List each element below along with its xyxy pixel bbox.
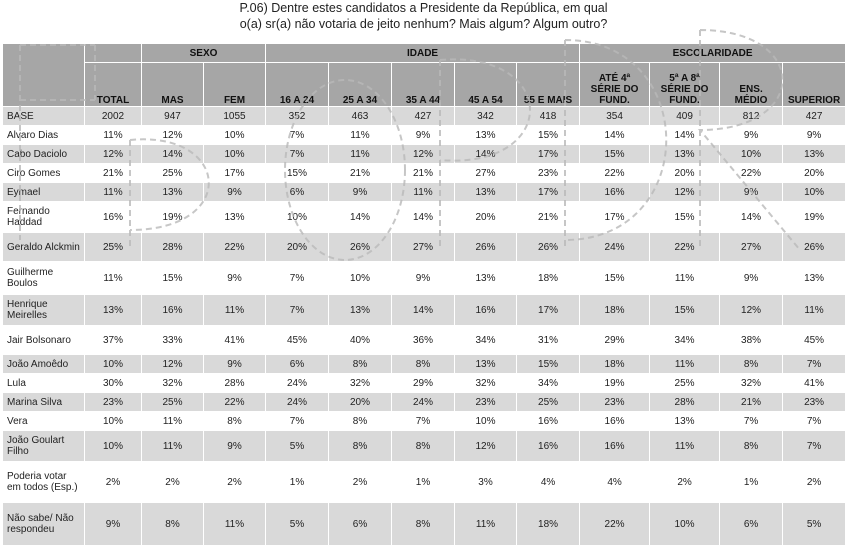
col-35-44: 35 A 44 <box>392 63 454 106</box>
table-cell: 20% <box>650 164 719 182</box>
table-cell: 40% <box>329 326 391 354</box>
table-cell: 16% <box>142 295 203 325</box>
table-cell: 354 <box>580 107 649 125</box>
table-cell: 342 <box>455 107 516 125</box>
table-cell: 4% <box>517 462 579 502</box>
table-cell: 12% <box>720 295 782 325</box>
table-cell: 8% <box>720 355 782 373</box>
table-row <box>3 503 845 545</box>
table-row <box>3 295 845 325</box>
table-row <box>3 374 845 392</box>
table-cell: 8% <box>392 431 454 461</box>
row-label: João Amoêdo <box>3 355 84 373</box>
col-16-24: 16 A 24 <box>266 63 328 106</box>
table-cell: 8% <box>392 355 454 373</box>
table-cell: 21% <box>329 164 391 182</box>
row-label: Guilherme Boulos <box>3 262 84 294</box>
table-cell: 2% <box>142 462 203 502</box>
table-cell: 41% <box>204 326 265 354</box>
table-cell: 5% <box>266 431 328 461</box>
table-cell: 10% <box>85 431 141 461</box>
table-cell: 8% <box>329 412 391 430</box>
table-cell: 7% <box>783 412 845 430</box>
table-cell: 10% <box>204 126 265 144</box>
row-label: Ciro Gomes <box>3 164 84 182</box>
table-cell: 17% <box>580 202 649 232</box>
table-cell: 9% <box>392 126 454 144</box>
table-cell: 27% <box>455 164 516 182</box>
table-cell: 4% <box>580 462 649 502</box>
table-cell: 1% <box>392 462 454 502</box>
table-cell: 7% <box>266 295 328 325</box>
row-label: BASE <box>3 107 84 125</box>
table-cell: 22% <box>580 503 649 545</box>
table-body <box>3 107 845 545</box>
table-cell: 25% <box>142 393 203 411</box>
table-cell: 1055 <box>204 107 265 125</box>
table-cell: 13% <box>783 145 845 163</box>
table-cell: 5% <box>266 503 328 545</box>
table-cell: 14% <box>720 202 782 232</box>
table-cell: 13% <box>455 262 516 294</box>
table-cell: 25% <box>142 164 203 182</box>
table-cell: 27% <box>720 233 782 261</box>
table-cell: 2% <box>85 462 141 502</box>
table-cell: 10% <box>720 145 782 163</box>
table-cell: 14% <box>392 202 454 232</box>
table-cell: 30% <box>85 374 141 392</box>
table-cell: 352 <box>266 107 328 125</box>
table-cell: 15% <box>580 262 649 294</box>
table-cell: 9% <box>720 126 782 144</box>
row-label: Eymael <box>3 183 84 201</box>
table-cell: 17% <box>517 295 579 325</box>
table-row <box>3 145 845 163</box>
table-cell: 2% <box>204 462 265 502</box>
table-cell: 6% <box>720 503 782 545</box>
table-row <box>3 355 845 373</box>
table-cell: 24% <box>392 393 454 411</box>
table-cell: 20% <box>455 202 516 232</box>
table-row <box>3 202 845 232</box>
col-55-mais: 55 E MAIS <box>517 63 579 106</box>
table-cell: 11% <box>329 145 391 163</box>
table-cell: 21% <box>85 164 141 182</box>
table-cell: 427 <box>783 107 845 125</box>
table-cell: 6% <box>266 183 328 201</box>
row-label: Geraldo Alckmin <box>3 233 84 261</box>
table-cell: 10% <box>783 183 845 201</box>
row-label: Poderia votar em todos (Esp.) <box>3 462 84 502</box>
table-cell: 28% <box>650 393 719 411</box>
table-cell: 6% <box>329 503 391 545</box>
table-cell: 13% <box>455 183 516 201</box>
table-cell: 32% <box>455 374 516 392</box>
table-cell: 13% <box>204 202 265 232</box>
table-cell: 11% <box>142 412 203 430</box>
row-label: Cabo Daciolo <box>3 145 84 163</box>
table-cell: 10% <box>204 145 265 163</box>
table-cell: 31% <box>517 326 579 354</box>
table-cell: 23% <box>783 393 845 411</box>
table-cell: 13% <box>650 412 719 430</box>
table-cell: 33% <box>142 326 203 354</box>
table-cell: 9% <box>720 262 782 294</box>
table-cell: 29% <box>392 374 454 392</box>
table-cell: 9% <box>204 355 265 373</box>
row-label: Jair Bolsonaro <box>3 326 84 354</box>
table-cell: 19% <box>580 374 649 392</box>
table-cell: 17% <box>517 145 579 163</box>
table-cell: 8% <box>204 412 265 430</box>
table-row <box>3 462 845 502</box>
row-label: Fernando Haddad <box>3 202 84 232</box>
table-row <box>3 126 845 144</box>
table-cell: 427 <box>392 107 454 125</box>
table-cell: 812 <box>720 107 782 125</box>
table-cell: 13% <box>85 295 141 325</box>
table-cell: 32% <box>720 374 782 392</box>
row-label: Vera <box>3 412 84 430</box>
table-cell: 8% <box>329 355 391 373</box>
group-sexo: SEXO <box>142 44 265 62</box>
table-cell: 11% <box>455 503 516 545</box>
table-cell: 9% <box>783 126 845 144</box>
question-title-line-2: o(a) sr(a) não votaria de jeito nenhum? Mais algum? Algum outro? <box>239 17 608 31</box>
col-fem: FEM <box>204 63 265 106</box>
table-cell: 28% <box>142 233 203 261</box>
table-cell: 16% <box>517 431 579 461</box>
table-row <box>3 262 845 294</box>
table-cell: 21% <box>517 202 579 232</box>
table-cell: 10% <box>650 503 719 545</box>
table-cell: 34% <box>650 326 719 354</box>
table-cell: 19% <box>783 202 845 232</box>
table-cell: 45% <box>266 326 328 354</box>
table-cell: 45% <box>783 326 845 354</box>
table-cell: 23% <box>580 393 649 411</box>
table-cell: 10% <box>266 202 328 232</box>
base-row <box>3 107 845 125</box>
col-superior: SUPERIOR <box>783 63 845 106</box>
table-cell: 11% <box>142 431 203 461</box>
table-cell: 8% <box>329 431 391 461</box>
table-cell: 12% <box>142 355 203 373</box>
table-cell: 24% <box>266 393 328 411</box>
table-cell: 21% <box>392 164 454 182</box>
table-cell: 11% <box>783 295 845 325</box>
table-cell: 16% <box>455 295 516 325</box>
table-cell: 1% <box>266 462 328 502</box>
table-cell: 13% <box>455 126 516 144</box>
col-mas: MAS <box>142 63 203 106</box>
table-cell: 24% <box>266 374 328 392</box>
table-row <box>3 233 845 261</box>
table-cell: 9% <box>329 183 391 201</box>
table-row <box>3 183 845 201</box>
table-cell: 11% <box>329 126 391 144</box>
table-cell: 23% <box>517 164 579 182</box>
table-cell: 20% <box>329 393 391 411</box>
table-cell: 18% <box>517 262 579 294</box>
table-cell: 5% <box>783 503 845 545</box>
question-title-line-1: P.06) Dentre estes candidatos a Presidente da República, em qual <box>239 1 608 15</box>
table-cell: 22% <box>580 164 649 182</box>
table-cell: 25% <box>85 233 141 261</box>
table-cell: 12% <box>650 183 719 201</box>
table-cell: 15% <box>517 355 579 373</box>
table-row <box>3 326 845 354</box>
table-row <box>3 164 845 182</box>
table-cell: 26% <box>783 233 845 261</box>
table-cell: 16% <box>85 202 141 232</box>
table-cell: 17% <box>517 183 579 201</box>
table-cell: 16% <box>580 412 649 430</box>
table-cell: 29% <box>580 326 649 354</box>
table-cell: 26% <box>329 233 391 261</box>
table-cell: 2% <box>783 462 845 502</box>
table-cell: 463 <box>329 107 391 125</box>
table-cell: 7% <box>266 412 328 430</box>
table-cell: 16% <box>580 431 649 461</box>
group-idade: IDADE <box>266 44 579 62</box>
table-cell: 14% <box>329 202 391 232</box>
table-cell: 41% <box>783 374 845 392</box>
table-cell: 11% <box>85 183 141 201</box>
table-cell: 13% <box>329 295 391 325</box>
table-cell: 14% <box>580 126 649 144</box>
table-cell: 13% <box>142 183 203 201</box>
table-cell: 418 <box>517 107 579 125</box>
table-cell: 23% <box>85 393 141 411</box>
table-cell: 32% <box>329 374 391 392</box>
col-ate-4-serie: ATÉ 4ª SÉRIE DO FUND. <box>580 63 649 106</box>
table-cell: 22% <box>720 164 782 182</box>
table-cell: 9% <box>392 262 454 294</box>
table-cell: 15% <box>580 145 649 163</box>
row-label: Alvaro Dias <box>3 126 84 144</box>
table-cell: 9% <box>204 262 265 294</box>
table-cell: 15% <box>517 126 579 144</box>
group-header-row <box>3 44 845 62</box>
table-cell: 11% <box>85 262 141 294</box>
table-row <box>3 431 845 461</box>
corner-cell <box>3 44 84 106</box>
table-row <box>3 412 845 430</box>
table-cell: 32% <box>142 374 203 392</box>
table-cell: 18% <box>580 295 649 325</box>
row-label: Não sabe/ Não respondeu <box>3 503 84 545</box>
table-cell: 7% <box>266 126 328 144</box>
table-cell: 7% <box>783 355 845 373</box>
table-cell: 34% <box>455 326 516 354</box>
table-cell: 13% <box>455 355 516 373</box>
table-cell: 22% <box>204 233 265 261</box>
table-cell: 9% <box>720 183 782 201</box>
table-cell: 947 <box>142 107 203 125</box>
table-cell: 8% <box>720 431 782 461</box>
group-escolaridade: ESCOLARIDADE <box>580 44 845 62</box>
row-label: Henrique Meirelles <box>3 295 84 325</box>
question-title <box>0 0 847 32</box>
table-cell: 18% <box>517 503 579 545</box>
table-cell: 11% <box>650 431 719 461</box>
table-cell: 7% <box>783 431 845 461</box>
table-cell: 2% <box>329 462 391 502</box>
table-cell: 22% <box>204 393 265 411</box>
table-cell: 24% <box>580 233 649 261</box>
table-cell: 34% <box>517 374 579 392</box>
table-cell: 8% <box>142 503 203 545</box>
table-cell: 20% <box>783 164 845 182</box>
row-label: Marina Silva <box>3 393 84 411</box>
table-cell: 14% <box>455 145 516 163</box>
table-cell: 9% <box>204 431 265 461</box>
row-label: João Goulart Filho <box>3 431 84 461</box>
table-cell: 9% <box>85 503 141 545</box>
table-cell: 10% <box>85 355 141 373</box>
table-cell: 14% <box>142 145 203 163</box>
table-cell: 14% <box>392 295 454 325</box>
table-cell: 3% <box>455 462 516 502</box>
table-cell: 18% <box>580 355 649 373</box>
row-label: Lula <box>3 374 84 392</box>
table-cell: 2002 <box>85 107 141 125</box>
table-cell: 20% <box>266 233 328 261</box>
table-cell: 25% <box>517 393 579 411</box>
table-cell: 15% <box>142 262 203 294</box>
table-cell: 15% <box>266 164 328 182</box>
table-cell: 15% <box>650 295 719 325</box>
table-cell: 23% <box>455 393 516 411</box>
col-25-34: 25 A 34 <box>329 63 391 106</box>
table-cell: 19% <box>142 202 203 232</box>
results-table <box>2 43 846 546</box>
table-cell: 36% <box>392 326 454 354</box>
table-cell: 13% <box>650 145 719 163</box>
table-cell: 17% <box>204 164 265 182</box>
table-cell: 11% <box>85 126 141 144</box>
col-5-8-serie: 5ª A 8ª SÉRIE DO FUND. <box>650 63 719 106</box>
column-header-row <box>3 63 845 106</box>
table-cell: 12% <box>392 145 454 163</box>
table-cell: 7% <box>266 262 328 294</box>
table-cell: 7% <box>266 145 328 163</box>
table-cell: 409 <box>650 107 719 125</box>
table-cell: 11% <box>204 295 265 325</box>
table-cell: 1% <box>720 462 782 502</box>
col-total: TOTAL <box>85 63 141 106</box>
table-cell: 11% <box>650 355 719 373</box>
table-cell: 7% <box>392 412 454 430</box>
table-cell: 37% <box>85 326 141 354</box>
table-cell: 14% <box>650 126 719 144</box>
table-cell: 10% <box>85 412 141 430</box>
table-cell: 7% <box>720 412 782 430</box>
table-cell: 26% <box>455 233 516 261</box>
table-cell: 38% <box>720 326 782 354</box>
table-cell: 12% <box>142 126 203 144</box>
table-cell: 11% <box>392 183 454 201</box>
table-cell: 13% <box>783 262 845 294</box>
table-cell: 6% <box>266 355 328 373</box>
table-cell: 2% <box>650 462 719 502</box>
table-cell: 15% <box>650 202 719 232</box>
col-ens-medio: ENS. MÉDIO <box>720 63 782 106</box>
col-45-54: 45 A 54 <box>455 63 516 106</box>
total-group-cell <box>85 44 141 62</box>
table-cell: 16% <box>580 183 649 201</box>
table-cell: 16% <box>517 412 579 430</box>
table-cell: 22% <box>650 233 719 261</box>
table-cell: 11% <box>204 503 265 545</box>
table-cell: 25% <box>650 374 719 392</box>
table-cell: 10% <box>455 412 516 430</box>
table-cell: 12% <box>455 431 516 461</box>
table-cell: 11% <box>650 262 719 294</box>
table-cell: 26% <box>517 233 579 261</box>
table-row <box>3 393 845 411</box>
table-cell: 12% <box>85 145 141 163</box>
table-cell: 9% <box>204 183 265 201</box>
table-cell: 8% <box>392 503 454 545</box>
table-cell: 28% <box>204 374 265 392</box>
table-cell: 21% <box>720 393 782 411</box>
table-cell: 27% <box>392 233 454 261</box>
table-cell: 10% <box>329 262 391 294</box>
